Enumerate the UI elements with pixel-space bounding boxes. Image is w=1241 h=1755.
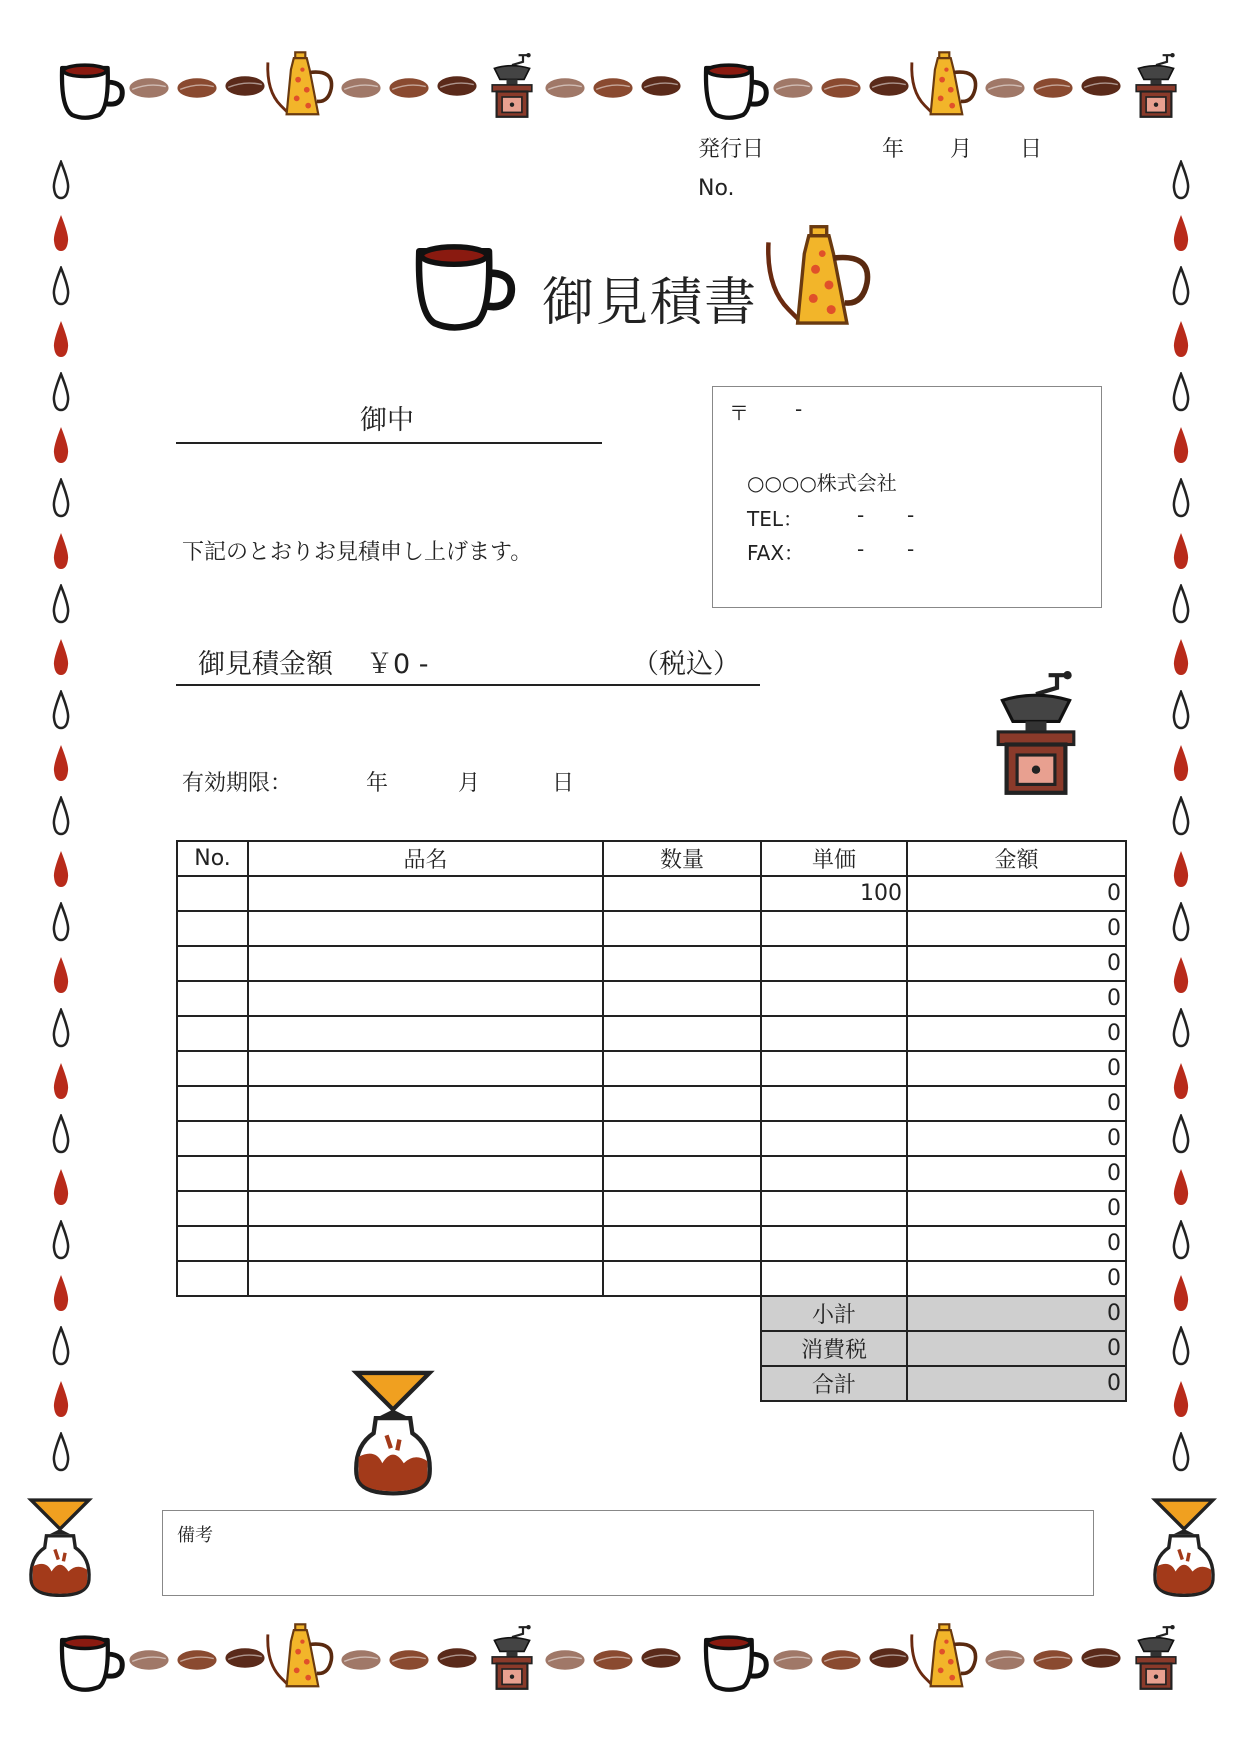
water-drop-icon: [1174, 480, 1188, 516]
cell-item-name[interactable]: [248, 911, 603, 946]
coffee-bean-icon: [641, 76, 680, 96]
cell-no[interactable]: [177, 981, 248, 1016]
recipient-suffix: 御中: [360, 405, 414, 436]
cell-unit-price[interactable]: [761, 1121, 907, 1156]
cell-quantity[interactable]: [603, 1121, 761, 1156]
water-drop-icon: [1174, 957, 1188, 993]
estimate-amount-value: ￥0 -: [366, 649, 429, 680]
water-drop-icon: [1174, 215, 1188, 251]
cell-unit-price[interactable]: [761, 1226, 907, 1261]
coffee-grinder-icon: [994, 664, 1078, 804]
postal-mark: 〒: [729, 401, 749, 425]
water-drop-icon: [1174, 1275, 1188, 1311]
cell-no[interactable]: [177, 1086, 248, 1121]
cell-no[interactable]: [177, 1261, 248, 1296]
tel-label: TEL：: [747, 507, 803, 531]
cell-amount[interactable]: 0: [907, 1086, 1126, 1121]
cell-quantity[interactable]: [603, 911, 761, 946]
coffee-bean-icon: [437, 76, 476, 96]
cell-item-name[interactable]: [248, 1156, 603, 1191]
drip-icon: [350, 1366, 436, 1496]
cell-item-name[interactable]: [248, 1086, 603, 1121]
tax-included-note: （税込）: [632, 649, 740, 680]
water-drop-icon: [54, 533, 68, 569]
cell-item-name[interactable]: [248, 1226, 603, 1261]
water-drop-icon: [1174, 1169, 1188, 1205]
cell-quantity[interactable]: [603, 1191, 761, 1226]
company-address-box: [712, 386, 1102, 608]
water-drop-icon: [1174, 904, 1188, 940]
drip-icon: [1150, 1494, 1218, 1598]
cell-amount[interactable]: 0: [907, 1121, 1126, 1156]
water-drop-icon: [54, 374, 68, 410]
consumption-tax-value: 0: [907, 1331, 1126, 1366]
cell-item-name[interactable]: [248, 1121, 603, 1156]
water-drop-icon: [1174, 1381, 1188, 1417]
table-row: [177, 946, 1126, 981]
cell-amount[interactable]: 0: [907, 911, 1126, 946]
water-drop-icon: [54, 1275, 68, 1311]
fax-dash-1: -: [857, 537, 865, 561]
cell-no[interactable]: [177, 1051, 248, 1086]
cell-unit-price[interactable]: [761, 1191, 907, 1226]
water-drop-icon: [54, 639, 68, 675]
table-row: [177, 1261, 1126, 1296]
recipient-underline: [176, 442, 602, 444]
water-drop-icon: [1174, 1222, 1188, 1258]
cell-quantity[interactable]: [603, 1051, 761, 1086]
tel-dash-2: -: [907, 503, 915, 527]
water-drop-icon: [1174, 851, 1188, 887]
cell-quantity[interactable]: [603, 981, 761, 1016]
water-drop-icon: [54, 692, 68, 728]
drip-icon: [26, 1494, 94, 1598]
water-drop-icon: [54, 1063, 68, 1099]
water-drop-icon: [54, 1328, 68, 1364]
page-title: 御見積書: [542, 273, 759, 333]
water-drop-icon: [1174, 268, 1188, 304]
water-drop-icon: [1174, 798, 1188, 834]
tel-dash-1: -: [857, 503, 865, 527]
coffee-grinder-icon: [492, 53, 532, 117]
cell-no[interactable]: [177, 1191, 248, 1226]
water-drop-icon: [1174, 745, 1188, 781]
water-drop-icon: [54, 480, 68, 516]
cell-amount[interactable]: 0: [907, 946, 1126, 981]
total-label: 合計: [761, 1366, 907, 1401]
cell-quantity[interactable]: [603, 946, 761, 981]
cell-quantity[interactable]: [603, 876, 761, 911]
kettle-icon: [760, 220, 880, 332]
cell-quantity[interactable]: [603, 1156, 761, 1191]
table-row: [177, 1086, 1126, 1121]
water-drop-icon: [1174, 639, 1188, 675]
water-drop-icon: [54, 586, 68, 622]
cell-amount[interactable]: 0: [907, 1156, 1126, 1191]
cell-unit-price[interactable]: [761, 1086, 907, 1121]
table-row: [177, 876, 1126, 911]
cell-amount[interactable]: 0: [907, 981, 1126, 1016]
coffee-bean-icon: [177, 78, 216, 98]
bottom-border-decoration: [0, 1620, 1241, 1700]
coffee-cup-icon: [62, 65, 122, 118]
cell-item-name[interactable]: [248, 1016, 603, 1051]
subtotal-value: 0: [907, 1296, 1126, 1331]
water-drop-icon: [1174, 1434, 1188, 1470]
estimate-underline: [176, 684, 760, 686]
issue-date-label: 発行日: [698, 137, 765, 162]
cell-no[interactable]: [177, 1121, 248, 1156]
validity-month: 月: [458, 771, 481, 796]
right-drop-border: [1166, 160, 1196, 1490]
summary-row-total: [177, 1366, 1126, 1401]
issue-day: 日: [1020, 137, 1043, 162]
water-drop-icon: [54, 215, 68, 251]
column-header-unit-price: 単価: [761, 841, 907, 876]
table-row: [177, 1051, 1126, 1086]
coffee-bean-icon: [225, 76, 264, 96]
water-drop-icon: [54, 427, 68, 463]
estimate-amount-label: 御見積金額: [198, 649, 333, 680]
validity-year: 年: [366, 771, 389, 796]
summary-spacer: [177, 1296, 761, 1331]
cell-amount[interactable]: 0: [907, 1051, 1126, 1086]
water-drop-icon: [54, 798, 68, 834]
cell-amount[interactable]: 0: [907, 876, 1126, 911]
issue-year: 年: [882, 137, 905, 162]
cell-no[interactable]: [177, 911, 248, 946]
water-drop-icon: [54, 1116, 68, 1152]
cell-amount[interactable]: 0: [907, 1261, 1126, 1296]
water-drop-icon: [54, 1010, 68, 1046]
cell-quantity[interactable]: [603, 1086, 761, 1121]
cell-amount[interactable]: 0: [907, 1226, 1126, 1261]
water-drop-icon: [54, 321, 68, 357]
cell-quantity[interactable]: [603, 1016, 761, 1051]
cell-amount[interactable]: 0: [907, 1191, 1126, 1226]
table-row: [177, 911, 1126, 946]
postal-dash: -: [795, 397, 803, 421]
coffee-bean-icon: [545, 78, 584, 98]
notes-label: 備考: [177, 1525, 213, 1546]
cell-item-name[interactable]: [248, 1191, 603, 1226]
coffee-bean-icon: [389, 78, 428, 98]
cell-no[interactable]: [177, 946, 248, 981]
water-drop-icon: [1174, 1116, 1188, 1152]
summary-spacer: [177, 1366, 761, 1401]
cell-unit-price[interactable]: [761, 1156, 907, 1191]
water-drop-icon: [54, 851, 68, 887]
cell-no[interactable]: [177, 876, 248, 911]
fax-dash-2: -: [907, 537, 915, 561]
water-drop-icon: [54, 1434, 68, 1470]
water-drop-icon: [1174, 533, 1188, 569]
left-drop-border: [46, 160, 76, 1490]
cell-unit-price[interactable]: [761, 946, 907, 981]
cell-item-name[interactable]: [248, 981, 603, 1016]
cell-quantity[interactable]: [603, 1226, 761, 1261]
notes-box[interactable]: [162, 1510, 1094, 1596]
table-row: [177, 1121, 1126, 1156]
cell-unit-price[interactable]: [761, 1016, 907, 1051]
water-drop-icon: [54, 268, 68, 304]
coffee-cup-icon: [410, 236, 520, 334]
column-header-item-name: 品名: [248, 841, 603, 876]
cell-quantity[interactable]: [603, 1261, 761, 1296]
water-drop-icon: [54, 745, 68, 781]
water-drop-icon: [54, 1222, 68, 1258]
water-drop-icon: [1174, 162, 1188, 198]
cell-no[interactable]: [177, 1226, 248, 1261]
water-drop-icon: [54, 1169, 68, 1205]
cell-item-name[interactable]: [248, 1051, 603, 1086]
table-row: [177, 1191, 1126, 1226]
kettle-icon: [268, 52, 332, 114]
table-row: [177, 1226, 1126, 1261]
coffee-bean-icon: [593, 78, 632, 98]
intro-text: 下記のとおりお見積申し上げます。: [182, 540, 533, 565]
doc-number-label: No.: [698, 176, 735, 201]
total-value: 0: [907, 1366, 1126, 1401]
column-header-amount: 金額: [907, 841, 1126, 876]
water-drop-icon: [1174, 427, 1188, 463]
coffee-bean-icon: [129, 78, 168, 98]
validity-day: 日: [552, 771, 575, 796]
items-table: [176, 840, 1127, 1402]
cell-unit-price[interactable]: 100: [761, 876, 907, 911]
water-drop-icon: [1174, 692, 1188, 728]
subtotal-label: 小計: [761, 1296, 907, 1331]
cell-item-name[interactable]: [248, 1261, 603, 1296]
cell-no[interactable]: [177, 1156, 248, 1191]
water-drop-icon: [1174, 1063, 1188, 1099]
water-drop-icon: [54, 162, 68, 198]
water-drop-icon: [1174, 1328, 1188, 1364]
fax-label: FAX：: [747, 541, 805, 565]
water-drop-icon: [54, 1381, 68, 1417]
summary-spacer: [177, 1331, 761, 1366]
validity-label: 有効期限：: [182, 771, 293, 796]
summary-row-consumption-tax: [177, 1331, 1126, 1366]
table-row: [177, 1016, 1126, 1051]
top-border-decoration: [0, 48, 1241, 128]
summary-row-subtotal: [177, 1296, 1126, 1331]
cell-unit-price[interactable]: [761, 1051, 907, 1086]
column-header-no: No.: [177, 841, 248, 876]
cell-unit-price[interactable]: [761, 981, 907, 1016]
cell-item-name[interactable]: [248, 876, 603, 911]
cell-item-name[interactable]: [248, 946, 603, 981]
table-row: [177, 1156, 1126, 1191]
issue-month: 月: [950, 137, 973, 162]
cell-unit-price[interactable]: [761, 911, 907, 946]
table-row: [177, 981, 1126, 1016]
water-drop-icon: [54, 957, 68, 993]
company-name: ○○○○株式会社: [747, 471, 897, 495]
consumption-tax-label: 消費税: [761, 1331, 907, 1366]
cell-no[interactable]: [177, 1016, 248, 1051]
coffee-bean-icon: [341, 78, 380, 98]
water-drop-icon: [1174, 1010, 1188, 1046]
water-drop-icon: [1174, 586, 1188, 622]
water-drop-icon: [54, 904, 68, 940]
water-drop-icon: [1174, 321, 1188, 357]
water-drop-icon: [1174, 374, 1188, 410]
cell-unit-price[interactable]: [761, 1261, 907, 1296]
cell-amount[interactable]: 0: [907, 1016, 1126, 1051]
table-header-row: [177, 841, 1126, 876]
column-header-quantity: 数量: [603, 841, 761, 876]
